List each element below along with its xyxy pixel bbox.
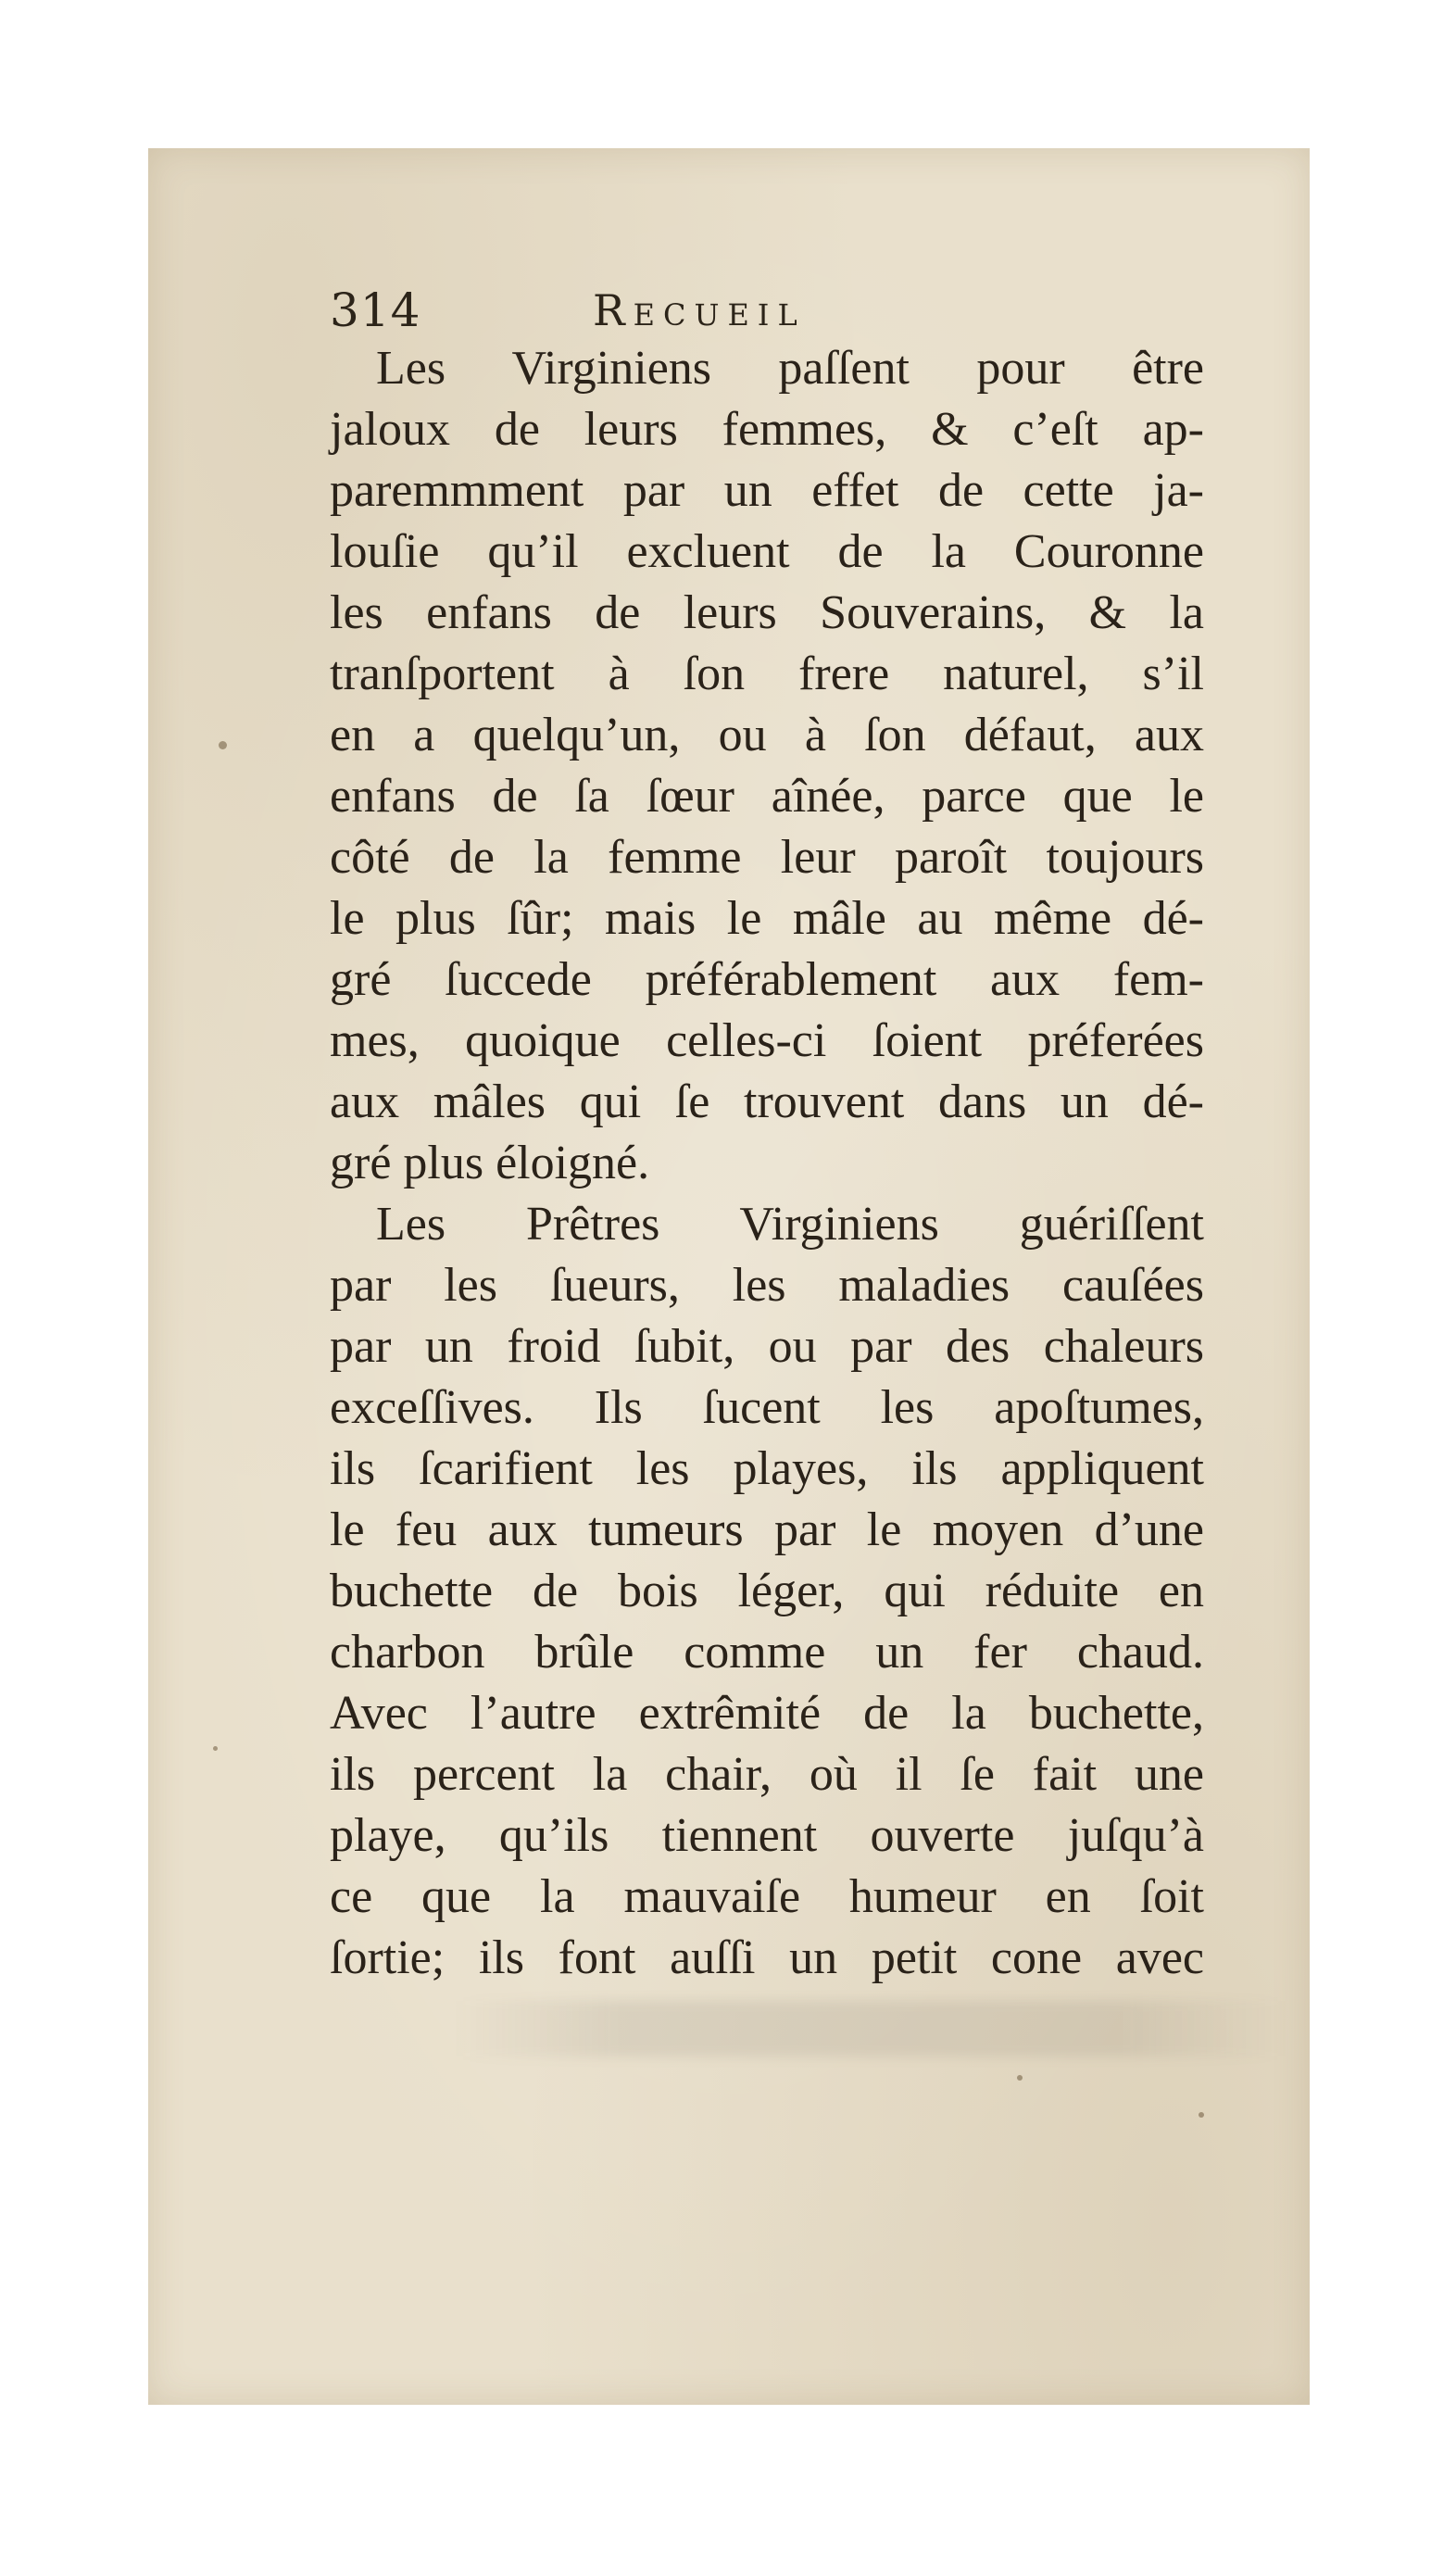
text-line: côté de la femme leur paroît toujours bbox=[330, 831, 1204, 884]
book-page bbox=[148, 148, 1310, 2405]
text-line: charbon brûle comme un fer chaud. bbox=[330, 1626, 1204, 1679]
ink-speck bbox=[1017, 2075, 1023, 2081]
text-line: Les Virginiens paſſent pour être bbox=[376, 342, 1204, 395]
text-line: le feu aux tumeurs par le moyen d’une bbox=[330, 1503, 1204, 1556]
text-line: ils ſcarifient les playes, ils appliquent bbox=[330, 1442, 1204, 1495]
text-line: le plus ſûr; mais le mâle au même dé- bbox=[330, 892, 1204, 945]
text-line: Avec l’autre extrêmité de la buchette, bbox=[330, 1687, 1204, 1740]
text-line: ce que la mauvaiſe humeur en ſoit bbox=[330, 1870, 1204, 1923]
text-line: tranſportent à ſon frere naturel, s’il bbox=[330, 648, 1204, 700]
text-line: exceſſives. Ils ſucent les apoſtumes, bbox=[330, 1381, 1204, 1434]
show-through-bleed bbox=[454, 2001, 1287, 2056]
ink-speck bbox=[1199, 2112, 1204, 2118]
ink-speck bbox=[213, 1746, 218, 1751]
text-line: Les Prêtres Virginiens guériſſent bbox=[376, 1198, 1204, 1251]
text-line: ils percent la chair, où il ſe fait une bbox=[330, 1748, 1204, 1801]
text-line: par les ſueurs, les maladies cauſées bbox=[330, 1259, 1204, 1312]
text-line: jaloux de leurs femmes, & c’eſt ap- bbox=[330, 403, 1204, 456]
text-line: en a quelqu’un, ou à ſon défaut, aux bbox=[330, 709, 1204, 761]
text-line: buchette de bois léger, qui réduite en bbox=[330, 1565, 1204, 1617]
text-line: playe, qu’ils tiennent ouverte juſqu’à bbox=[330, 1809, 1204, 1862]
page-number: 314 bbox=[330, 283, 421, 337]
text-line: louſie qu’il excluent de la Couronne bbox=[330, 525, 1204, 578]
text-line: ſortie; ils font auſſi un petit cone avec bbox=[330, 1931, 1204, 1984]
running-head: Recueil bbox=[593, 285, 806, 335]
ink-speck bbox=[219, 741, 227, 749]
text-line: mes, quoique celles-ci ſoient préferées bbox=[330, 1014, 1204, 1067]
body-text bbox=[330, 338, 1204, 1989]
text-line: les enfans de leurs Souverains, & la bbox=[330, 586, 1204, 639]
text-line: aux mâles qui ſe trouvent dans un dé- bbox=[330, 1075, 1204, 1128]
text-line: gré ſuccede préférablement aux fem- bbox=[330, 953, 1204, 1006]
text-line: enfans de ſa ſœur aînée, parce que le bbox=[330, 770, 1204, 823]
text-line: gré plus éloigné. bbox=[330, 1137, 650, 1189]
text-line: par un froid ſubit, ou par des chaleurs bbox=[330, 1320, 1204, 1373]
text-line: paremmment par un effet de cette ja- bbox=[330, 464, 1204, 517]
